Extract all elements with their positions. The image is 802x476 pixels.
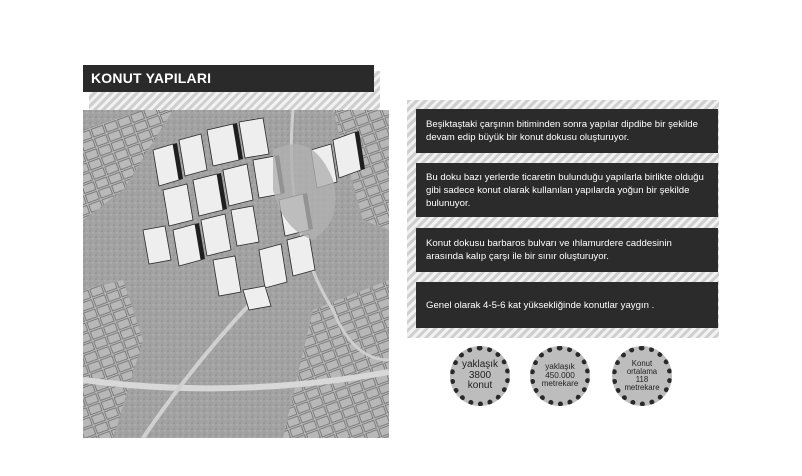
stat-badge-area — [530, 346, 590, 406]
page-title: KONUT YAPILARI — [83, 65, 374, 92]
badge-3-line-1: Konut — [631, 358, 653, 368]
info-text-1: Beşiktaştaki çarşının bitiminden sonra yapılar dipdibe bir şekilde devam edip büyük bir konut dokusu oluşturuyor. — [426, 119, 698, 143]
neighborhood-3d-map-image — [83, 110, 389, 438]
badge-2-line-2: 450.000 — [545, 370, 575, 380]
badge-3-line-2: ortalama — [626, 366, 658, 376]
info-text-3: Konut dokusu barbaros bulvarı ve ıhlamurdere caddesinin arasında kalıp çarşı ile bir sınır oluşturuyor. — [426, 238, 672, 262]
stat-badge-konut-count — [450, 346, 510, 406]
badge-1-line-3: konut — [467, 380, 493, 392]
info-box-1 — [416, 109, 718, 153]
stat-badge-average-area — [612, 346, 672, 406]
badge-3-line-3: 118 — [635, 375, 649, 384]
info-text-4: Genel olarak 4-5-6 kat yüksekliğinde konutlar yaygın . — [426, 299, 655, 311]
badge-2-line-3: metrekare — [541, 379, 579, 389]
badge-1-line-2: 3800 — [468, 369, 492, 381]
info-box-3 — [416, 228, 718, 272]
badge-3-line-4: metrekare — [624, 383, 660, 393]
title-block — [83, 65, 374, 105]
info-text-2: Bu doku bazı yerlerde ticaretin bulunduğu yapılarla birlikte olduğu gibi sadece konut olarak kullanılan yapılarda yoğun bir şekilde bulunuyor. — [426, 171, 704, 209]
info-box-4 — [416, 282, 718, 328]
badge-2-line-1: yaklaşık — [545, 362, 575, 372]
info-box-2 — [416, 163, 718, 217]
badge-1-line-1: yaklaşık — [461, 359, 499, 371]
